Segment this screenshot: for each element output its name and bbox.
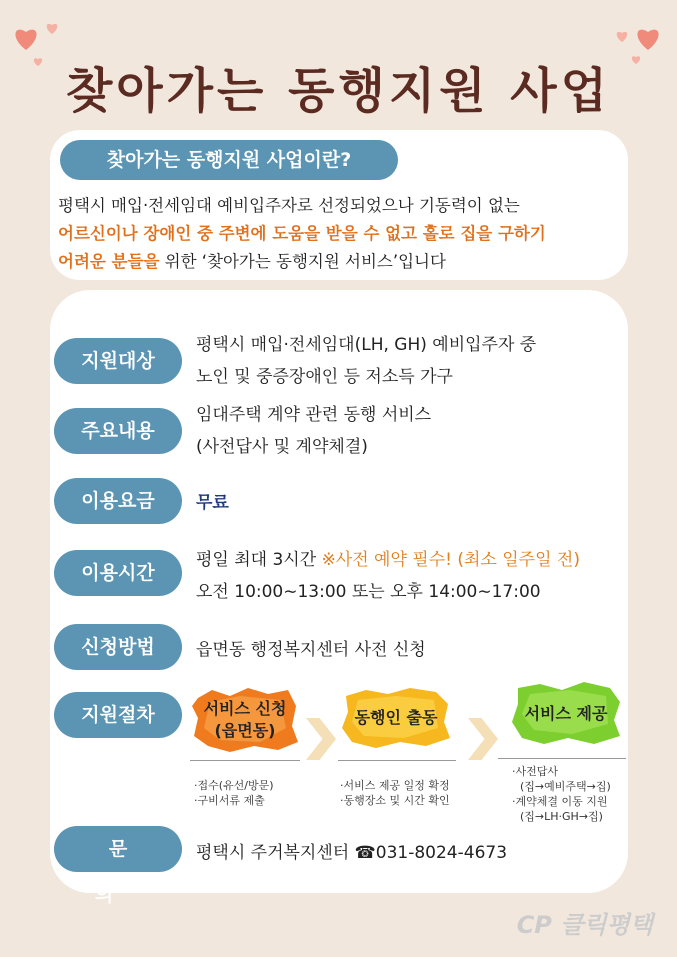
step-2-divider [338,760,456,761]
label-procedure: 지원절차 [54,692,182,738]
apply-value: 읍면동 행정복지센터 사전 신청 [196,640,426,660]
step-3-title [510,688,622,740]
step-2-title-line-1: 동행인 출동 [354,708,438,727]
intro-line-3 [58,248,446,272]
brand-logo-mark: CP [516,911,552,939]
step-3-note-1: ·사전답사 [512,765,559,778]
fee-value: 무료 [196,493,229,513]
intro-heading: 찾아가는 동행지원 사업이란? [60,140,398,180]
intro-line-1: 평택시 매입·전세임대 예비입주자로 선정되었으나 기동력이 없는 [58,196,520,215]
reservation-note: ※사전 예약 필수! (최소 일주일 전) [321,550,580,570]
step-1-title-line-1: 서비스 신청 [203,699,287,718]
step-1-divider [190,760,300,761]
label-contact: 문 의 [54,826,182,872]
intro-line-3-highlight: 어려운 분들을 [58,252,160,271]
step-1-note-2: ·구비서류 제출 [194,794,265,807]
content-line-2: (사전답사 및 계약체결) [196,437,368,457]
step-3-note-3: ·계약체결 이동 지원 [512,795,608,808]
step-1-title [190,694,300,746]
time-hours: 평일 최대 3시간 [196,550,317,570]
label-target: 지원대상 [54,338,182,384]
step-3-notes [512,764,611,824]
step-3-note-4: (집→LH·GH→집) [520,810,603,823]
target-line-1: 평택시 매입·전세임대(LH, GH) 예비입주자 중 [196,335,537,355]
label-time: 이용시간 [54,550,182,596]
step-2-title [340,692,452,744]
step-2-note-2: ·동행장소 및 시간 확인 [340,794,450,807]
step-1-notes [194,778,274,808]
label-content: 주요내용 [54,408,182,454]
step-2-notes [340,778,450,808]
step-3-title-line-1: 서비스 제공 [524,704,608,723]
step-1-note-1: ·접수(유선/방문) [194,779,274,792]
brand-logo [517,905,653,940]
brand-logo-text: 클릭평택 [560,911,653,939]
target-line-2: 노인 및 중증장애인 등 저소득 가구 [196,367,453,387]
content-line-1: 임대주택 계약 관련 동행 서비스 [196,405,432,425]
step-2-note-1: ·서비스 제공 일정 확정 [340,779,450,792]
page-title: 찾아가는 동행지원 사업 [65,63,612,119]
intro-line-2: 어르신이나 장애인 중 주변에 도움을 받을 수 없고 홀로 집을 구하기 [58,224,546,243]
time-line-1 [196,545,580,570]
step-3-divider [498,758,626,759]
time-line-2: 오전 10:00∼13:00 또는 오후 14:00∼17:00 [196,582,541,602]
intro-line-3-rest: 위한 ‘찾아가는 동행지원 서비스’입니다 [159,252,446,271]
label-fee: 이용요금 [54,478,182,524]
step-1-title-line-2: (읍면동) [214,721,276,740]
contact-value: 평택시 주거복지센터 ☎031-8024-4673 [196,843,508,863]
label-apply: 신청방법 [54,624,182,670]
step-3-note-2: (집→예비주택→집) [520,780,611,793]
